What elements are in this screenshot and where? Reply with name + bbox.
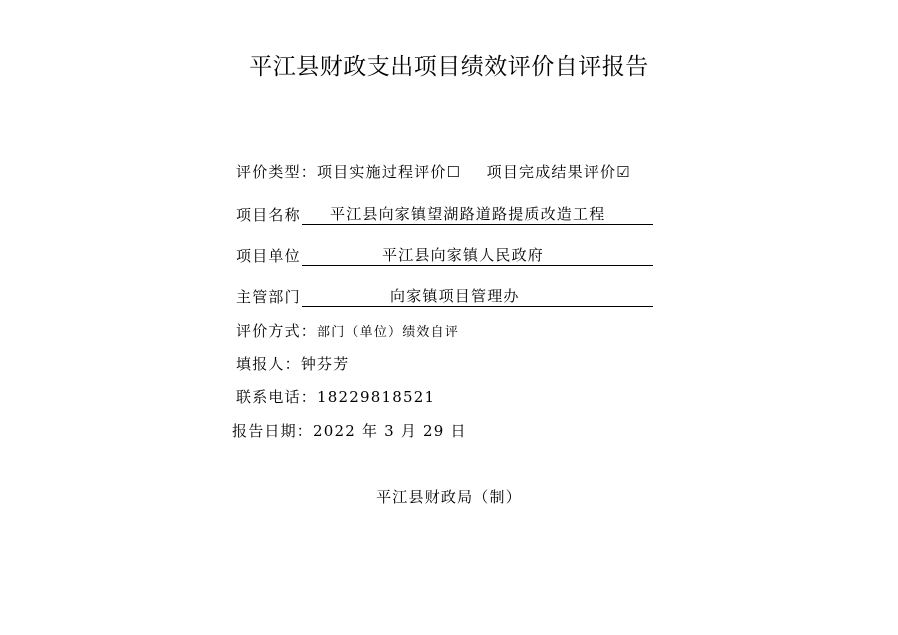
report-date-label: 报告日期：: [232, 422, 314, 440]
eval-method-label: 评价方式：: [236, 322, 318, 340]
eval-type-result-option: 项目完成结果评价: [486, 163, 617, 181]
eval-method-value: 部门（单位）绩效自评: [317, 325, 460, 340]
report-date-row: [232, 421, 467, 441]
supervisor-field: [302, 287, 653, 307]
supervisor-value: 向家镇项目管理办: [390, 287, 520, 305]
project-unit-field: [302, 246, 653, 266]
phone-row: [236, 387, 435, 407]
process-checkbox-icon[interactable]: ☐: [446, 163, 462, 181]
phone-value: 18229818521: [317, 388, 436, 406]
report-date-value: 2022 年 3 月 29 日: [313, 422, 467, 440]
project-name-value: 平江县向家镇望湖路道路提质改造工程: [330, 205, 606, 223]
eval-method-row: [236, 321, 459, 343]
eval-type-row: [236, 162, 630, 182]
project-name-field: [302, 205, 653, 225]
supervisor-label: 主管部门: [236, 288, 301, 306]
eval-type-process-option: 项目实施过程评价: [317, 163, 447, 181]
document-title: 平江县财政支出项目绩效评价自评报告: [249, 54, 649, 80]
project-name-label: 项目名称: [236, 206, 301, 224]
filler-value: 钟芬芳: [300, 355, 350, 373]
phone-label: 联系电话：: [236, 388, 318, 406]
project-unit-label: 项目单位: [236, 247, 301, 265]
project-unit-value: 平江县向家镇人民政府: [382, 246, 545, 264]
filler-row: [236, 354, 349, 374]
result-checkbox-checked-icon[interactable]: ☑: [616, 163, 631, 181]
issuer-footer: 平江县财政局（制）: [376, 488, 522, 506]
filler-label: 填报人：: [236, 355, 301, 373]
eval-type-label: 评价类型：: [236, 163, 318, 181]
